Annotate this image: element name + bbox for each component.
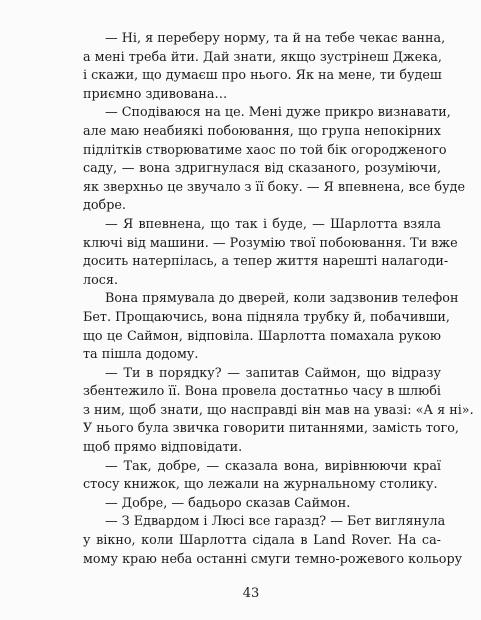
paragraph: [61, 290, 459, 364]
text-line: Вона прямувала до дверей, коли задзвонив телефон: [105, 291, 459, 307]
text-line: і скажи, що думаєш про нього. Як на мене, ти будеш: [83, 68, 442, 84]
paragraph: [61, 216, 458, 290]
paragraph: [61, 495, 441, 514]
text-line: у вікно, коли Шарлотта сідала в Land Rover. На са-: [83, 533, 441, 549]
book-page: [61, 30, 474, 620]
text-line: з ним, щоб знати, що насправді він мав на увазі: «А я ні».: [83, 402, 474, 418]
text-line: У нього була звичка говорити питаннями, замість того,: [83, 421, 459, 437]
paragraph: [61, 458, 441, 495]
text-line: ключі від машини. — Розумію твої побоювання. Ти вже: [83, 235, 458, 251]
text-line: що це Саймон, відповіла. Шарлотта помахала рукою: [83, 328, 441, 344]
text-line: — Ти в порядку? — запитав Саймон, що відразу: [105, 365, 441, 381]
paragraph: [61, 30, 446, 104]
text-line: добре.: [83, 198, 126, 214]
text-line: приємно здивована…: [83, 86, 228, 102]
text-line: стосу книжок, що лежали на журнальному столику.: [83, 477, 438, 493]
paragraph: [61, 104, 465, 216]
paragraph: [61, 513, 463, 569]
text-line: а мені треба йти. Дай знати, якщо зустрінеш Джека,: [83, 49, 442, 65]
text-line: — Ні, я переберу норму, та й на тебе чекає ванна,: [105, 31, 446, 46]
text-line: — Так, добре, — сказала вона, вирівнюючи краї: [105, 458, 441, 474]
text-line: лося.: [83, 272, 119, 288]
text-line: як зверхньо це звучало з її боку. — Я впевнена, все буде: [83, 179, 465, 195]
text-line: — Добре, — бадьоро сказав Саймон.: [105, 495, 351, 511]
paragraph: [61, 365, 474, 458]
text-line: — Сподіваюся на це. Мені дуже прикро визнавати,: [105, 105, 451, 121]
text-line: підлітків створюватиме хаос по той бік огородженого: [83, 142, 447, 158]
text-line: та пішла додому.: [83, 347, 199, 363]
text-line: але маю неабиякі побоювання, що група непокірних: [83, 123, 441, 139]
body-text: [61, 30, 474, 569]
text-line: — З Едвардом і Люсі все гаразд? — Бет виглянула: [105, 514, 446, 530]
text-line: саду, — вона здригнулася від сказаного, розуміючи,: [83, 161, 441, 177]
text-line: мому краю неба останні смуги темно-рожевого кольору: [83, 551, 463, 567]
text-line: — Я впевнена, що так і буде, — Шарлотта взяла: [105, 216, 441, 232]
page-number: 43: [242, 586, 260, 601]
text-line: щоб прямо відповідати.: [83, 440, 243, 456]
text-line: Бет. Прощаючись, вона підняла трубку й, побачивши,: [83, 309, 450, 325]
text-line: досить натерпілась, а тепер життя нарешті налагоди-: [83, 254, 449, 270]
text-line: збентежило її. Вона провела достатньо часу в шлюбі: [83, 384, 441, 400]
